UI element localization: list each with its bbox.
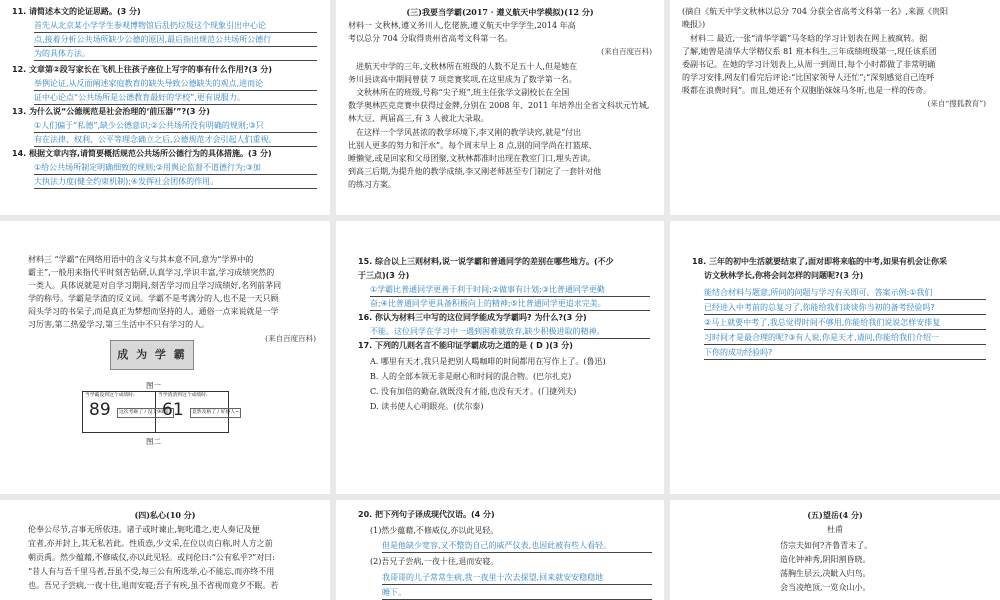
- sentence-1: (1)然少蕴藉,不修威仪,亦以此见轻。: [370, 526, 499, 535]
- answer-18-line-1: 能结合材料与题意,所问的问题与学习有关即可。答案示例:①我们: [704, 287, 986, 300]
- answer-11-line-3: 为的具体方法。: [34, 48, 317, 61]
- source-note: 晚报》): [682, 20, 706, 29]
- question-18-cont: 访文秋林学长,你将会问怎样的问题呢?(3 分): [704, 271, 864, 280]
- paragraph-line: 材料三 “学霸”在网络用语中的含义与其本意不同,意为“学界中的: [28, 255, 254, 264]
- answer-16-line-1: 不能。这位同学在学习中一遇到困难就放弃,缺少积极进取的精神。: [370, 326, 650, 339]
- paragraph-line: 了解,她曾是清华大学精仪系 81 班本科生,三年成绩班级第一,现任该系团: [682, 47, 937, 56]
- question-18: 18. 三年的初中生活就要结束了,面对即将来临的中考,如果有机会让你采: [692, 257, 948, 266]
- question-20: 20. 把下列句子译成现代汉语。(4 分): [358, 510, 495, 519]
- poem-verse: 造化钟神秀,阴阳割昏晓。: [780, 555, 871, 564]
- paragraph-line: 材料二 最近,一张“清华学霸”马冬晗的学习计划表在网上被疯转。据: [690, 34, 928, 43]
- answer-18-line-5: 下你的成功经验吗?: [704, 347, 986, 360]
- poem-author: 杜甫: [827, 525, 843, 534]
- page-panel-classical-text: [0, 500, 330, 600]
- figure-two-caption: 图二: [146, 437, 161, 446]
- text-line: 也。吾兄子尝病,一夜十往,退而安寝;吾子有疾,虽不省视而竟夕不眠。若: [28, 581, 279, 590]
- paragraph-line: 的学习安排,网友们看完后评论:“比国家领导人还忙”;“深刻感觉自己连呼: [682, 73, 935, 82]
- section-title: (四)私心(10 分): [134, 510, 196, 520]
- page-panel-material-one: [336, 0, 664, 215]
- figure-one-caption: 图一: [146, 381, 161, 390]
- scoreboard-left-score: 89: [89, 400, 111, 420]
- figure-one-image: 成 为 学 霸: [110, 340, 194, 370]
- paragraph-line: 材料一 文秋林,遵义务川人,仡佬族,遵义航天中学学生,2014 年高: [348, 21, 576, 30]
- scoreboard-left-heading: 当学霸没到这个成绩时:: [85, 393, 135, 398]
- question-14: 14. 根据文章内容,请简要概括规范公共场所公德行为的具体措施。(3 分): [12, 149, 272, 158]
- paragraph-line: 一类人。具体说就是对自学习期间,刻苦学习而且学习成绩好,名列前茅同: [28, 281, 282, 290]
- poem-verse: 会当凌绝顶,一览众山小。: [780, 583, 871, 592]
- answer-13-line-1: ①人们偏于“私德”,缺少公德意识;②公共场所没有明确的规则;③只: [34, 120, 317, 133]
- answer-12-line-2: 证中心论点“公共场所是公德教育最好的学校”,更有说服力。: [34, 92, 317, 105]
- paragraph-line: 林大豆、两届高三,有 3 人被北大录取。: [348, 114, 489, 123]
- answer-12-line-1: 举例论证,从反面阐述家庭教育的缺失导致公德缺失的观点,进而论: [34, 78, 317, 91]
- answer-20-2-line-2: 睡下。: [382, 587, 652, 600]
- answer-18-line-3: ②马上就要中考了,我总觉得时间不够用,你能给我们说说怎样安排复: [704, 317, 986, 330]
- text-line: 朝贡禹。然少蕴藉,不修威仪,亦以此见轻。或问伦曰:“公有私乎?”对曰:: [28, 553, 275, 562]
- page-panel-q11-q14: [0, 0, 330, 215]
- paragraph-line: 到高三后期,为提升他的教学成绩,李又刚老师甚至专门制定了一套针对他: [348, 167, 602, 176]
- section-title: (三)我要当学霸(2017 · 遵义航天中学模拟)(12 分): [406, 7, 594, 17]
- source-note: (来自百度百科): [265, 334, 316, 343]
- text-line: 宜者,亦并封上,其无私若此。性质悫,少文采,在位以贞白称,时人方之前: [28, 539, 273, 548]
- paragraph-line: 吸都在浪费时间”。而且,她还有个双胞胎妹妹马冬昕,也是一样的传奇。: [682, 86, 932, 95]
- question-15: 15. 综合以上三则材料,说一说学霸和普通同学的差别在哪些地方。(不少: [358, 257, 614, 266]
- paragraph-line: 进航天中学的三年,文秋林所在班级的人数不足五十人,但是她在: [356, 62, 578, 71]
- text-line: “昔人有与吾千里马者,吾虽不受,每三公有所选举,心不能忘,而亦终不用: [28, 567, 275, 576]
- figure-two-scoreboard: [82, 391, 240, 433]
- text-line: 伦奉公尽节,言事无所依违。诸子或时谏止,轭叱遣之,吏人奏记及便: [28, 525, 260, 534]
- source-note: (摘自《航天中学文秋林以总分 704 分获全省高考文科第一名》,来源《贵阳: [682, 7, 949, 16]
- answer-20-2-line-1: 我哥哥的儿子常常生病,我一夜里十次去探望,回来就安安稳稳地: [382, 572, 652, 585]
- answer-15-line-2: 奋;④比普通同学更具备积极向上的精神;⑤比普通同学更追求完美。: [370, 298, 650, 311]
- paragraph-line: 在这样一个学风甚浓的教学环境下,李又刚的教学诀窍,就是“付出: [356, 128, 582, 137]
- answer-14-line-1: ①给公共场所制定明确细致的规则;②用舆论监督不道德行为;③加: [34, 162, 317, 175]
- page-panel-q15-q17: [336, 221, 664, 494]
- paragraph-line: 数学奥林匹克竞赛中获得过金牌,分别在 2008 年、2011 年培养出全省文科状元竹城,: [348, 101, 650, 110]
- sentence-2: (2)吾兄子尝病,一夜十往,退而安寝。: [370, 557, 499, 566]
- poem-verse: 岱宗夫如何?齐鲁青未了。: [780, 541, 873, 550]
- paragraph-line: 学的称号。学霸是学渣的反义词。学霸不是考满分的人,也不是一天只顾: [28, 294, 279, 303]
- answer-11-line-1: 首先从北京某小学学生参观博物馆后乱扔垃圾这个现象引出中心论: [34, 20, 317, 33]
- source-note: (来自“搜狐教育”): [927, 99, 986, 108]
- option-a: A. 哪里有天才,我只是把别人喝咖啡的时间都用在写作上了。(鲁迅): [370, 357, 606, 366]
- page-panel-material-two: [670, 0, 1000, 215]
- option-b: B. 人的全部本领无非是耐心和时间的混合物。(巴尔扎克): [370, 372, 572, 381]
- answer-18-line-2: 已经进入中考前的总复习了,你能给我们谈谈你当初的备考经验吗?: [704, 302, 986, 315]
- scoreboard-right: [156, 392, 240, 432]
- answer-14-line-2: 大执法力度(健全约束机制);④发挥社会团体的作用。: [34, 176, 317, 189]
- question-15-cont: 于三点)(3 分): [358, 271, 410, 280]
- scoreboard-right-heading: 当学渣渣到这个成绩时:: [158, 393, 208, 398]
- paragraph-line: 比别人更多的努力和汗水”。每个周末早上 8 点,别的同学尚在打篮球、: [348, 141, 597, 150]
- poem-verse: 荡胸生层云,决眦入归鸟。: [780, 569, 871, 578]
- paragraph-line: 霸主”,一般用来指代平时刻苦钻研,认真学习,学识丰富,学习成绩突然的: [28, 268, 275, 277]
- question-11: 11. 请简述本文的论证思路。(3 分): [12, 7, 141, 16]
- scoreboard-right-note: 竟然及格了 / 好感人~: [190, 408, 241, 418]
- page-panel-q18: [670, 221, 1000, 494]
- answer-13-line-2: 有在法律、权利、公平等理念确立之后,公德规范才会引起人们重视。: [34, 134, 317, 147]
- question-16: 16. 你认为材料三中写的这位同学能成为学霸吗? 为什么?(3 分): [358, 313, 587, 322]
- paragraph-line: 委副书记。在她的学习计划表上,从周一到周日,每个小时都做了非常明确: [682, 60, 936, 69]
- source-note: (来自百度百科): [601, 47, 652, 56]
- paragraph-line: 的练习方案。: [348, 180, 396, 189]
- poem-title: (五)望岳(4 分): [807, 510, 863, 520]
- page-panel-material-three: [0, 221, 330, 494]
- paragraph-line: 考以总分 704 分取得贵州省高考文科第一名。: [348, 34, 513, 43]
- answer-18-line-4: 习时间才是最合理的呢?③有人说,你是天才,请问,你能给我们介绍一: [704, 332, 986, 345]
- paragraph-line: 睡懒觉,或是回家和父母团聚,文秋林都准时出现在教室门口,埋头苦读。: [348, 154, 596, 163]
- question-13: 13. 为什么说“公德规范是社会治理的‘前压器’”?(3 分): [12, 107, 210, 116]
- answer-11-line-2: 点,接着分析公共场所缺少公德的原因,最后指出规范公共场所公德行: [34, 34, 317, 47]
- page-panel-q20: [336, 500, 664, 600]
- paragraph-line: 习厉害,第二热爱学习,第三生活中不只有学习的人。: [28, 320, 210, 329]
- question-17: 17. 下列的几则名言不能印证学霸成功之道的是 ( D )(3 分): [358, 341, 573, 350]
- answer-20-1: 但是他缺少宽容,又不整饬自己的威严仪表,也因此被有些人看轻。: [382, 540, 652, 553]
- paragraph-line: 务川县读高中期间曾获 7 项竞赛奖项,在这里成为了数学第一名。: [348, 75, 577, 84]
- option-d: D. 读书使人心明眼亮。(伏尔泰): [370, 402, 484, 411]
- scoreboard-right-score: 61: [162, 400, 184, 420]
- scoreboard-left-note: 这次考砸了 / 没上90耶!!: [117, 408, 174, 418]
- option-c: C. 没有加倍的勤奋,就既没有才能,也没有天才。(门捷列夫): [370, 387, 577, 396]
- question-12: 12. 文章第②段写家长在飞机上往孩子座位上写字的事有什么作用?(3 分): [12, 65, 273, 74]
- answer-15-line-1: ①学霸比普通同学更善于利于时间;②做事有计划;③比普通同学更勤: [370, 284, 650, 297]
- page-panel-poem: [670, 500, 1000, 600]
- paragraph-line: 文秋林所在的班级,号称“尖子班”,班主任张学文副校长在全国: [356, 88, 570, 97]
- paragraph-line: 闷头学习的书呆子,而是真正为梦想而坚持的人。通俗一点来说就是一学: [28, 307, 279, 316]
